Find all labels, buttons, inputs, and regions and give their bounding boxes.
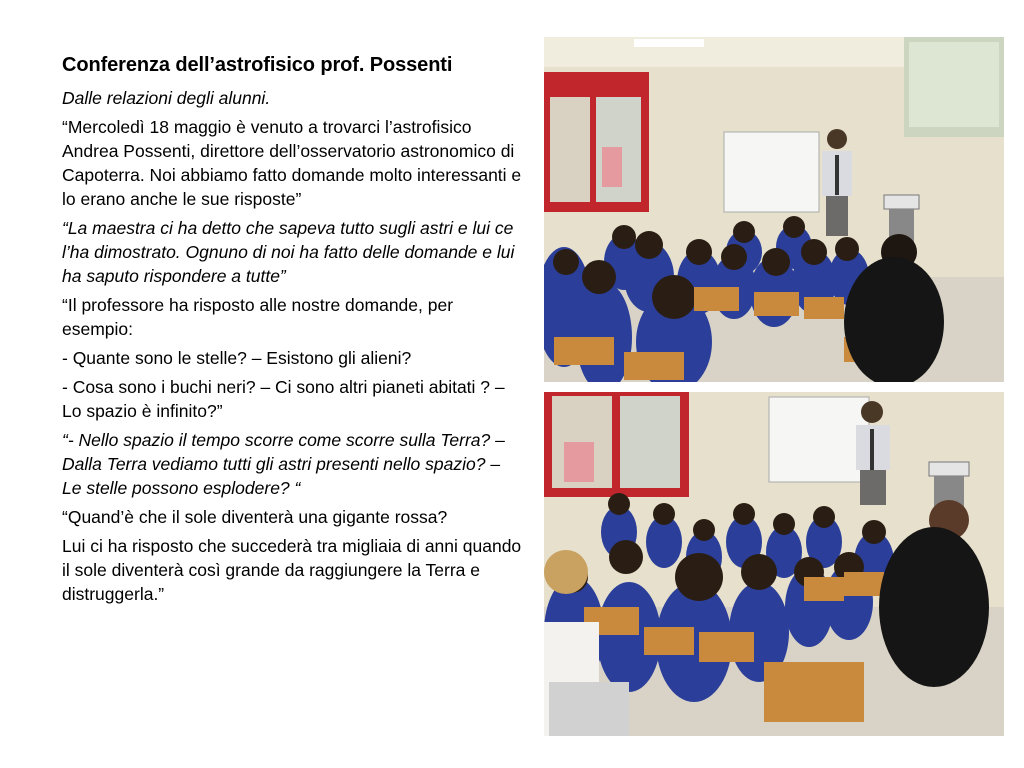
classroom-photo-1 <box>544 37 1004 382</box>
article-text <box>62 52 524 611</box>
paragraph-question-4: “Quand’è che il sole diventerà una gigante rossa? <box>62 507 448 527</box>
classroom-photo-2-image <box>544 392 1004 736</box>
paragraph-question-3: “- Nello spazio il tempo scorre come scorre sulla Terra? – Dalla Terra vediamo tutti gli astri presenti nello spazio? – Le stelle possono esplodere? “ <box>62 430 505 498</box>
paragraph-intro: Dalle relazioni degli alunni. <box>62 88 271 108</box>
page-title: Conferenza dell’astrofisico prof. Possenti <box>62 54 453 76</box>
paragraph-question-2: - Cosa sono i buchi neri? – Ci sono altri pianeti abitati ? – Lo spazio è infinito?” <box>62 377 505 421</box>
paragraph-teacher: “La maestra ci ha detto che sapeva tutto sugli astri e lui ce l’ha dimostrato. Ognuno di noi ha fatto delle domande e lui ha saputo rispondere a tutte” <box>62 218 515 286</box>
paragraph-conclusion: Lui ci ha risposto che succederà tra migliaia di anni quando il sole diventerà così grande da raggiungere la Terra e distruggerla.” <box>62 536 522 604</box>
classroom-photo-2 <box>544 392 1004 736</box>
classroom-photo-1-image <box>544 37 1004 382</box>
paragraph-question-1: - Quante sono le stelle? – Esistono gli alieni? <box>62 348 412 368</box>
paragraph-visit: “Mercoledì 18 maggio è venuto a trovarci l’astrofisico Andrea Possenti, direttore dell’osservatorio astronomico di Capoterra. Noi abbiamo fatto domande molto interessanti e lo erano anche le sue risposte” <box>62 117 522 209</box>
paragraph-answers: “Il professore ha risposto alle nostre domande, per esempio: <box>62 295 454 339</box>
